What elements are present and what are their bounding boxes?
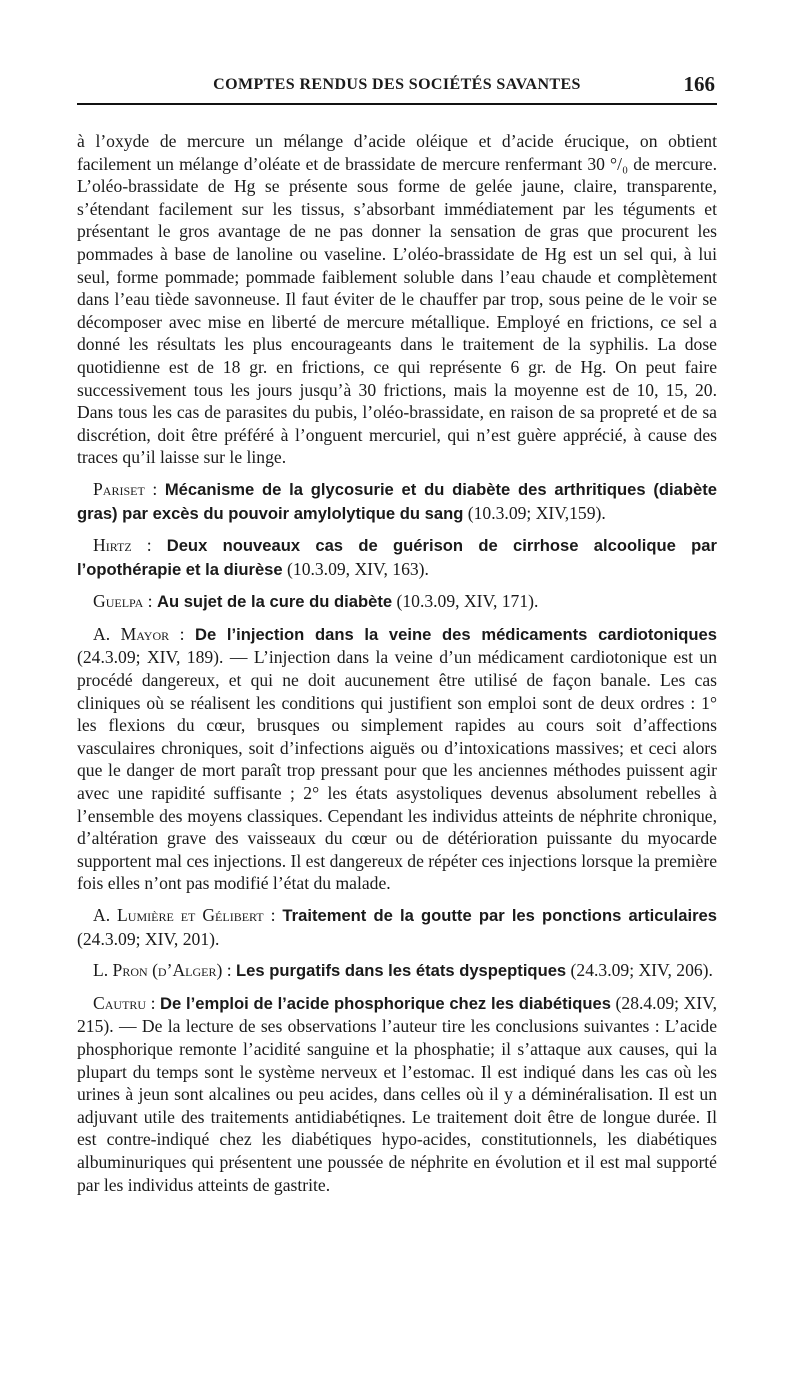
- entry-author: L. Pron (d’Alger): [93, 960, 223, 981]
- running-title: COMPTES RENDUS DES SOCIÉTÉS SAVANTES: [213, 76, 581, 93]
- entry-paragraph: [77, 992, 717, 1196]
- entry-author: Guelpa: [93, 591, 144, 612]
- entry-separator: :: [144, 478, 165, 499]
- entry-author: A. Lumière et Gélibert: [93, 905, 264, 925]
- entry-author: Cautru: [93, 992, 147, 1013]
- continuation-paragraph: à l’oxyde de mercure un mélange d’acide oléique et d’acide érucique, on obtient facilement un mélange d’oléate et de brassidate de mercure renfermant 30 °/₀ de mercure. L’oléo-brassidate de Hg se présente sous forme de gelée jaune, claire, transparente, s’étendant facilement sur les tissus, s’absorbant immédiatement par les téguments et présentant le gros avantage de ne pas donner la sensation de gras que procurent les pommades à base de lanoline ou vaseline. L’oléo-brassidate de Hg est un sel qui, à lui seul, forme pommade; pommade faiblement soluble dans l’eau chaude et complètement dans l’eau tiède savonneuse. Il faut éviter de le chauffer par trop, sous peine de le voir se décomposer avec mise en liberté de mercure métallique. Employé en frictions, ce sel a donné les résultats les plus encourageants dans le traitement de la syphilis. La dose quotidienne est de 18 gr. en frictions, ce qui représente 6 gr. de Hg. On peut faire successivement tous les jours jusqu’à 30 frictions, mais la moyenne est de 10, 15, 20. Dans tous les cas de parasites du pubis, l’oléo-brassidate, en raison de sa propreté et de sa discrétion, doit être préféré à l’onguent mercuriel, qui n’est guère apprécié, à cause des traces qu’il laisse sur le linge.: [77, 131, 717, 468]
- entry-paragraph: [77, 590, 717, 614]
- entry-title: Traitement de la goutte par les ponctions articulaires: [282, 906, 718, 925]
- entry-paragraph: [77, 904, 717, 950]
- entry-paragraph: [77, 478, 717, 525]
- entry-title: Les purgatifs dans les états dyspeptiques: [236, 961, 567, 981]
- entry-paragraph: [77, 623, 717, 895]
- article-body: [77, 130, 717, 1205]
- entry-separator: :: [146, 992, 161, 1013]
- entry-reference: (24.3.09; XIV, 206).: [566, 960, 713, 981]
- entry-title: Deux nouveaux cas de guérison de cirrhose alcoolique par l’opothérapie et la diurèse: [77, 536, 717, 579]
- entry-reference: (24.3.09; XIV, 189).: [77, 647, 224, 668]
- entry-author: A. Mayor: [93, 623, 170, 644]
- entry-separator: :: [263, 905, 283, 925]
- entry-title: De l’emploi de l’acide phosphorique chez les diabétiques: [160, 993, 611, 1013]
- running-header: [77, 72, 717, 102]
- entry-title: Au sujet de la cure du diabète: [156, 592, 393, 612]
- entry-reference: (10.3.09, XIV, 163).: [282, 558, 429, 579]
- header-rule: [77, 103, 717, 105]
- entry-reference: (28.4.09; XIV, 215).: [77, 992, 718, 1037]
- entry-separator: :: [222, 960, 237, 981]
- entry-author: Pariset: [93, 478, 145, 499]
- entry-abstract: — De la lecture de ses observations l’auteur tire les conclusions suivantes : L’acide phosphorique remonte l’acidité sanguine et la phosphatie; il s’attaque aux causes, qui la plupart du temps sont le système nerveux et l’estomac. Il est indiqué dans les cas où les urines à jeun sont alcalines ou peu acides, dans celles où il y a déminéralisation. Il est un adjuvant utile des traitements antidiabétiqnes. Le traitement doit être de longue durée. Il est contre-indiqué chez les diabétiques hypo-acides, constitutionnels, les diabétiques albuminuriques qui présentent une poussée de néphrite en évolution et il est mal supporté par les individus atteints de gastrite.: [77, 1016, 717, 1195]
- entry-reference: (10.3.09, XIV, 171).: [392, 591, 539, 612]
- entry-reference: (10.3.09; XIV,159).: [463, 502, 606, 523]
- entry-separator: :: [169, 623, 195, 644]
- entry-separator: :: [131, 535, 167, 556]
- entry-paragraph: [77, 959, 717, 983]
- entry-separator: :: [143, 591, 157, 612]
- entry-title: Mécanisme de la glycosurie et du diabète des arthritiques (diabète gras) par excès du pouvoir amylolytique du sang: [77, 479, 718, 523]
- entry-abstract: — L’injection dans la veine d’un médicament cardiotonique est un procédé dangereux, et qui ne doit aucunement être utilisé de façon banale. Les cas cliniques où se réalisent les conditions qui justifient son emploi sont de deux ordres : 1° les flexions du cœur, brusques ou simplement rapides au cours soit d’affections vasculaires chroniques, soit d’infections aiguës ou d’intoxications massives; et ceci alors que le danger de mort paraît trop pressant pour que les anciennes méthodes puissent agir avec une rapidité suffisante ; 2° les états asystoliques devenus absolument rebelles à l’ensemble des moyens classiques. Cependant les individus atteints de néphrite chronique, d’altération grave des vaisseaux du cœur ou de détérioration puissante du myocarde supportent mal ces injections. Il est dangereux de répéter ces injections lorsque la première fois elles n’ont pas modifié l’état du malade.: [77, 647, 717, 894]
- entry-paragraph: [77, 534, 717, 581]
- page-number: 166: [683, 72, 715, 96]
- entry-reference: (24.3.09; XIV, 201).: [77, 928, 220, 949]
- entry-title: De l’injection dans la veine des médicaments cardiotoniques: [194, 624, 718, 644]
- entry-author: Hirtz: [93, 535, 132, 556]
